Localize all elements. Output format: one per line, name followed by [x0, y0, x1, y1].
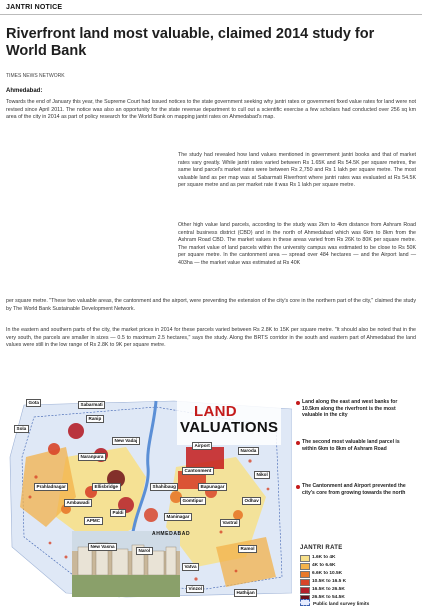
legend-label-5: 16.5K to 26.5K [312, 587, 345, 592]
label-gota: Gota [26, 399, 41, 407]
legend-label-3: 6.6K to 10.5K [312, 571, 343, 576]
map-title-line-1: LAND [194, 403, 237, 420]
label-maninagar: Maninagar [164, 513, 192, 521]
paragraph-4: In the eastern and southern parts of the city, the market prices in 2014 for these parcels varied between Rs 2.8K to 15K per square metre. "It should also be noted that in the very south, the parcels are smaller in sizes — 0.5 to maximum 2.5 hectares," says the study. Along the BRTS corridor in the south and eastern part of Ahmedabad the land values were still in the low range of Rs 2.8K to 9K per square metre. [6, 327, 416, 349]
label-bapunagar: Bapunagar [198, 483, 227, 491]
headline: Riverfront land most valuable, claimed 2014 study for World Bank [6, 26, 375, 59]
label-paldi: Paldi [110, 509, 126, 517]
note-bullet-1 [296, 401, 300, 405]
paragraph-3a: Other high value land parcels, according to the study was 2km to 4km distance from Ashram Road central business district (CBD) and in the north of Ahmedabad which was 6km to 8km from the Ashram Road CBD. The market values in these areas varied from Rs 26K to 80K per square metre. The market value of land parcels within the university campus was estimated to be close to Rs 50K per square metre. In the cantonment area — spread over 484 hectares — and the Airport land — 403ha — the market value was estimated at Rs 40K [178, 222, 416, 266]
label-vatva: Vatva [182, 563, 199, 571]
note-1: Land along the east and west banks for 10.5km along the riverfront is the most valuable in the city [302, 399, 398, 418]
label-ellisbridge: Ellisbridge [92, 483, 121, 491]
label-sabarmati: Sabarmati [78, 401, 105, 409]
label-ranip: Ranip [86, 415, 104, 423]
section-kicker: JANTRI NOTICE [6, 4, 63, 11]
label-naroda: Naroda [238, 447, 259, 455]
legend-label-4: 10.5K to 16.5 K [312, 579, 347, 584]
label-prahladnagar: Prahladnagar [34, 483, 68, 491]
legend-swatch-1 [300, 555, 310, 562]
label-naranpura: Naranpura [78, 453, 106, 461]
label-apmc: APMC [84, 517, 103, 525]
note-bullet-2 [296, 441, 300, 445]
label-gomtipur: Gomtipur [180, 497, 206, 505]
legend-label-6: 26.5K to 54.5K [312, 595, 345, 600]
legend-swatch-2 [300, 563, 310, 570]
note-bullet-3 [296, 485, 300, 489]
map-title-line-2: VALUATIONS [180, 419, 279, 436]
label-odhav: Odhav [242, 497, 261, 505]
label-cantonment: Cantonment [182, 467, 214, 475]
city-label: AHMEDABAD [152, 531, 191, 537]
label-narol: Narol [136, 547, 153, 555]
legend-swatch-5 [300, 587, 310, 594]
legend-label-1: 1.6K to 4K [312, 555, 336, 560]
label-new-vadaj: New Vadaj [112, 437, 140, 445]
note-2: The second most valuable land parcel is within 6km to 8km of Ashram Road [302, 439, 400, 452]
label-airport: Airport [192, 442, 212, 450]
legend-label-2: 4K to 6.6K [312, 563, 336, 568]
label-ambawadi: Ambawadi [64, 499, 92, 507]
paragraph-1: Towards the end of January this year, the Supreme Court had issued notices to the state government seeking why jantri rates or government fixed value rates for land were not revised since April 2011. The notice was also an opportunity for the state revenue department to cull out a scientific exercise a few scholars had conducted over 256 sq km area of the city in 2014 as part of policy research for the World Bank on mapping jantri rates on Ahmedabad's map. [6, 99, 416, 121]
legend-swatch-4 [300, 579, 310, 586]
dateline: Ahmedabad: [6, 88, 43, 94]
label-shahibaug: Shahibaug [150, 483, 178, 491]
legend-title: JANTRI RATE [300, 545, 343, 551]
paragraph-3b: per square metre. "These two valuable areas, the cantonment and the airport, were preventing the extension of the city's core in the northern part of the city," claimed the study by The World Bank Sustainable Development Network. [6, 298, 416, 312]
label-hathijan: Hathijan [234, 589, 257, 597]
label-sola: Sola [14, 425, 29, 433]
label-nikol: Nikol [254, 471, 270, 479]
top-rule [0, 14, 422, 15]
land-valuation-map [6, 397, 417, 601]
legend-swatch-3 [300, 571, 310, 578]
paragraph-2: The study had revealed how land values mentioned in government jantri books and that of market rates vary greatly. While jantri rates varied between Rs 1.65K and Rs 54.5K per square metres, the same land parcel's market rates were between Rs 2,750 and Rs 1 lakh per square metre. The most valuable land as per map was at Sabarmati Riverfront where jantri rates was evaluated at Rs 54.5K per square metre and as per market rate it was Rs 1 lakh per square metre. [178, 152, 416, 189]
legend-survey-limits [300, 599, 415, 608]
note-3: The Cantonment and Airport prevented the city's core from growing towards the north [302, 483, 406, 496]
label-vinzol: Vinzol [186, 585, 204, 593]
label-new-vasna: New Vasna [88, 543, 117, 551]
survey-limit-label: Public land survey limits [313, 602, 370, 607]
label-ramol: Ramol [238, 545, 257, 553]
label-vastral: Vastral [220, 519, 240, 527]
byline: TIMES NEWS NETWORK [6, 73, 65, 79]
